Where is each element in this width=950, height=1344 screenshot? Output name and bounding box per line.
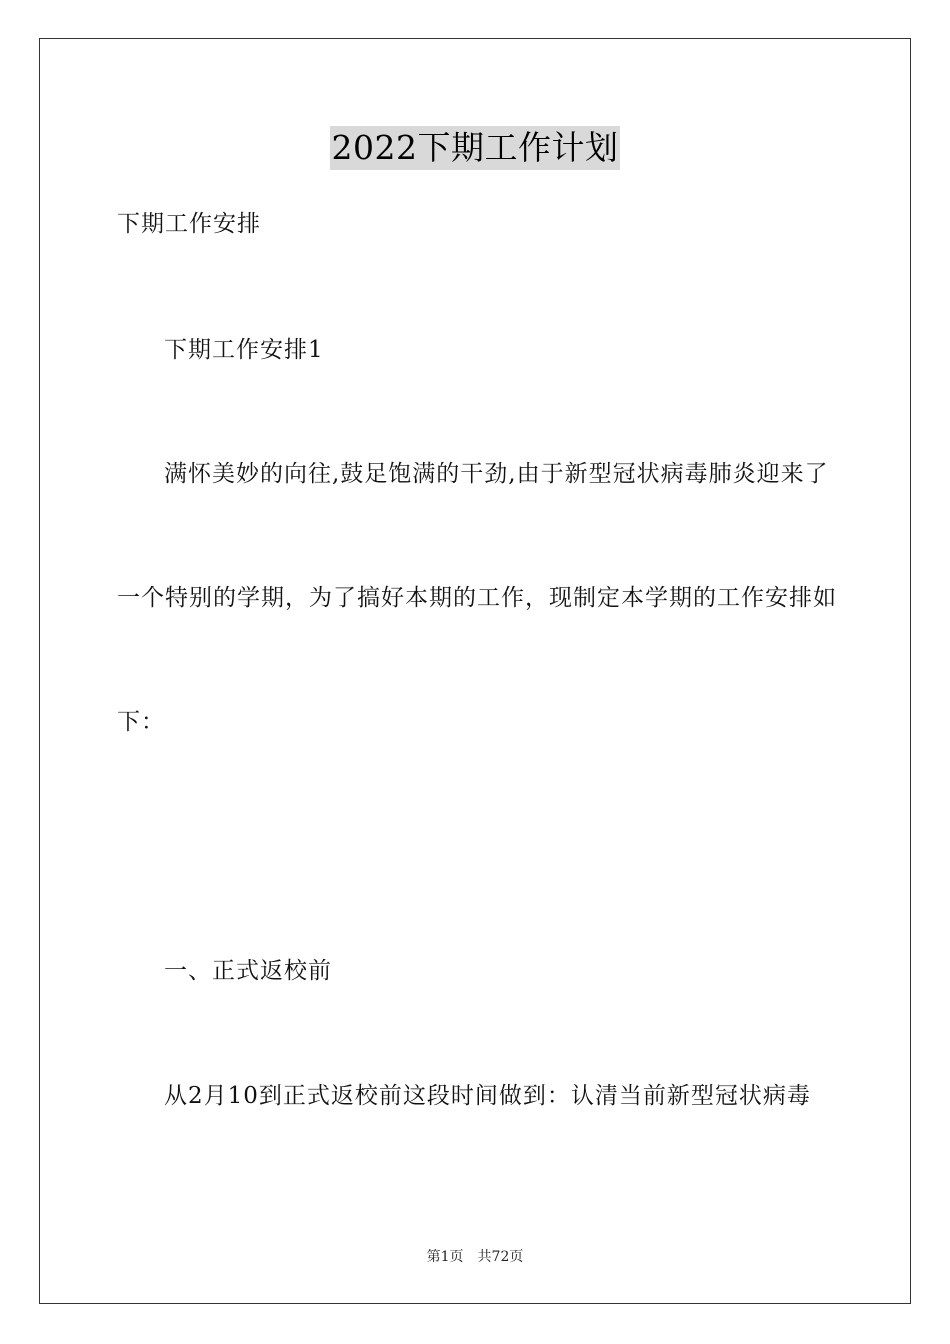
paragraph-char: 本 — [621, 585, 645, 611]
page-total: 共72页 — [477, 1249, 524, 1265]
document-title: 2022下期工作计划 — [330, 126, 621, 170]
paragraph-char: 本 — [405, 585, 429, 611]
page-footer — [0, 1247, 950, 1267]
paragraph-char: 一 — [117, 585, 141, 611]
paragraph-char: ， — [525, 585, 549, 611]
paragraph-char: 期 — [261, 585, 285, 611]
paragraph-char: 安 — [765, 585, 789, 611]
paragraph-char: 个 — [141, 585, 165, 611]
paragraph-char: 作 — [501, 585, 525, 611]
paragraph-char: 定 — [597, 585, 621, 611]
paragraph-char: 好 — [381, 585, 405, 611]
paragraph-char: 学 — [237, 585, 261, 611]
paragraph-char: 的 — [693, 585, 717, 611]
subheading: 下期工作安排1 — [164, 337, 324, 363]
paragraph-char: 学 — [645, 585, 669, 611]
paragraph-char: 期 — [429, 585, 453, 611]
paragraph-char: 期 — [669, 585, 693, 611]
paragraph-char: 搞 — [357, 585, 381, 611]
title-container — [0, 126, 950, 170]
paragraph-char: 如 — [813, 585, 837, 611]
page-number: 第1页 — [426, 1249, 464, 1265]
paragraph-char: 的 — [213, 585, 237, 611]
paragraph-line-justified — [117, 583, 837, 613]
paragraph-line: 满怀美妙的向往,鼓足饱满的干劲,由于新型冠状病毒肺炎迎来了 — [164, 461, 829, 487]
paragraph-char: 排 — [789, 585, 813, 611]
paragraph-char: 作 — [741, 585, 765, 611]
paragraph-char: 制 — [573, 585, 597, 611]
section-heading: 下期工作安排 — [117, 211, 261, 237]
paragraph-char: 工 — [477, 585, 501, 611]
paragraph-char: 特 — [165, 585, 189, 611]
paragraph-line: 从2月10到正式返校前这段时间做到：认清当前新型冠状病毒 — [164, 1083, 811, 1109]
paragraph-char: 为 — [309, 585, 333, 611]
paragraph-char: 的 — [453, 585, 477, 611]
paragraph-char: 工 — [717, 585, 741, 611]
paragraph-char: 了 — [333, 585, 357, 611]
paragraph-char: ， — [285, 585, 309, 611]
item-heading: 一、正式返校前 — [164, 958, 332, 984]
paragraph-line: 下： — [117, 709, 165, 735]
paragraph-char: 现 — [549, 585, 573, 611]
paragraph-char: 别 — [189, 585, 213, 611]
